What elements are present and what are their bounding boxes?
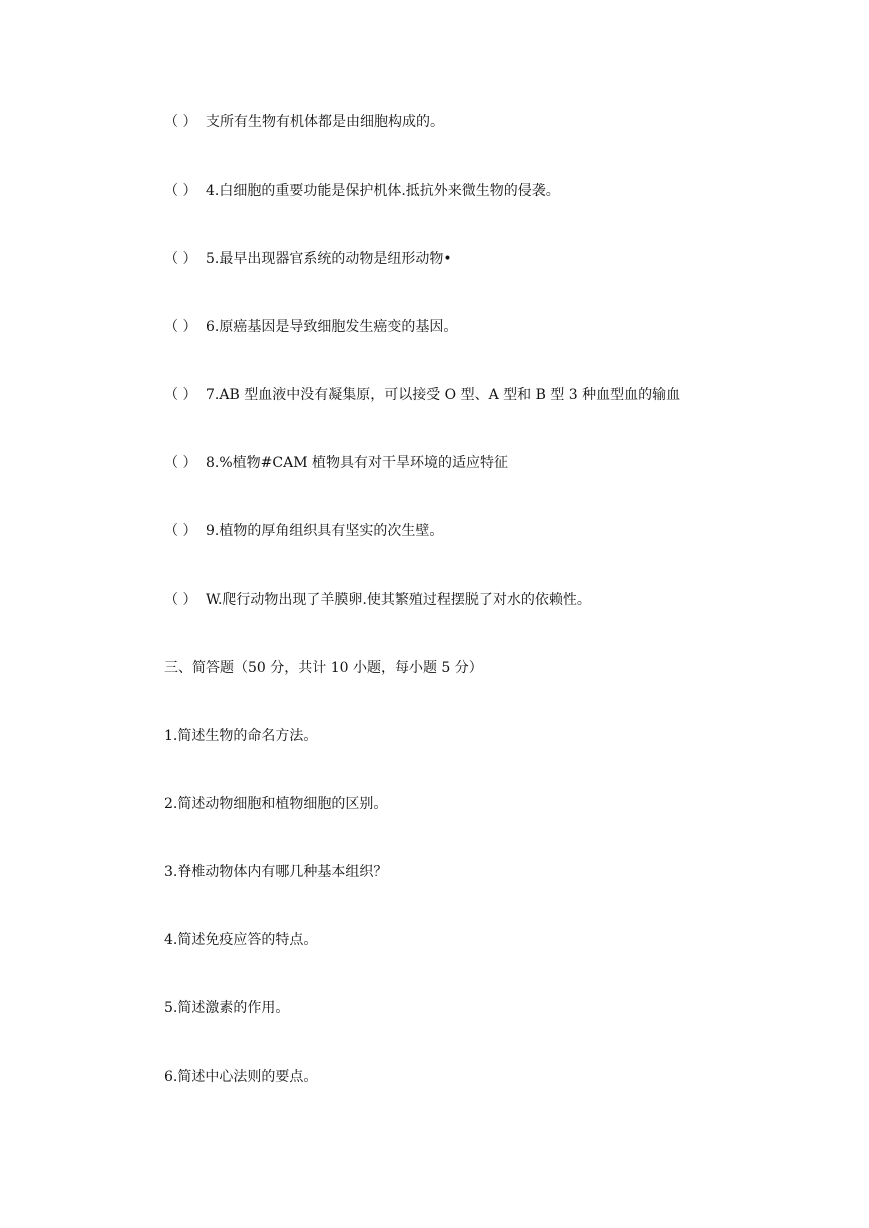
item-text: 7.AB 型血液中没有凝集原，可以接受 O 型、A 型和 B 型 3 种血型血的输血 (206, 387, 681, 403)
item-text: 5.最早出现器官系统的动物是纽形动物• (206, 251, 452, 267)
answer-blank: （ ） (164, 251, 197, 267)
item-text: 6.原癌基因是导致细胞发生癌变的基因。 (206, 319, 458, 335)
question-item: 5.简述激素的作用。 (164, 1000, 290, 1016)
judgement-item (164, 318, 814, 336)
item-text: 9.植物的厚角组织具有坚实的次生壁。 (206, 523, 444, 539)
judgement-item (164, 522, 814, 540)
answer-blank: （ ） (164, 114, 197, 130)
judgement-item (164, 386, 814, 404)
question-item: 6.简述中心法则的要点。 (164, 1069, 318, 1085)
judgement-item (164, 591, 814, 609)
judgement-item (164, 250, 814, 268)
answer-blank: （ ） (164, 455, 197, 471)
section-heading: 三、简答题（50 分，共计 10 小题，每小题 5 分） (164, 660, 483, 676)
judgement-item (164, 182, 814, 200)
item-text: 支所有生物有机体都是由细胞构成的。 (206, 114, 444, 130)
question-item: 2.简述动物细胞和植物细胞的区别。 (164, 796, 388, 812)
question-item: 3.脊椎动物体内有哪几种基本组织？ (164, 864, 388, 880)
judgement-item (164, 454, 814, 472)
item-text: 4.白细胞的重要功能是保护机体.抵抗外来微生物的侵袭。 (206, 183, 560, 199)
answer-blank: （ ） (164, 523, 197, 539)
judgement-item (164, 113, 814, 131)
item-text: W.爬行动物出现了羊膜卵.使其繁殖过程摆脱了对水的依赖性。 (206, 592, 591, 608)
answer-blank: （ ） (164, 387, 197, 403)
item-text: 8.%植物#CAM 植物具有对干旱环境的适应特征 (206, 455, 508, 471)
answer-blank: （ ） (164, 592, 197, 608)
question-item: 1.简述生物的命名方法。 (164, 728, 318, 744)
question-item: 4.简述免疫应答的特点。 (164, 932, 318, 948)
answer-blank: （ ） (164, 319, 197, 335)
answer-blank: （ ） (164, 183, 197, 199)
